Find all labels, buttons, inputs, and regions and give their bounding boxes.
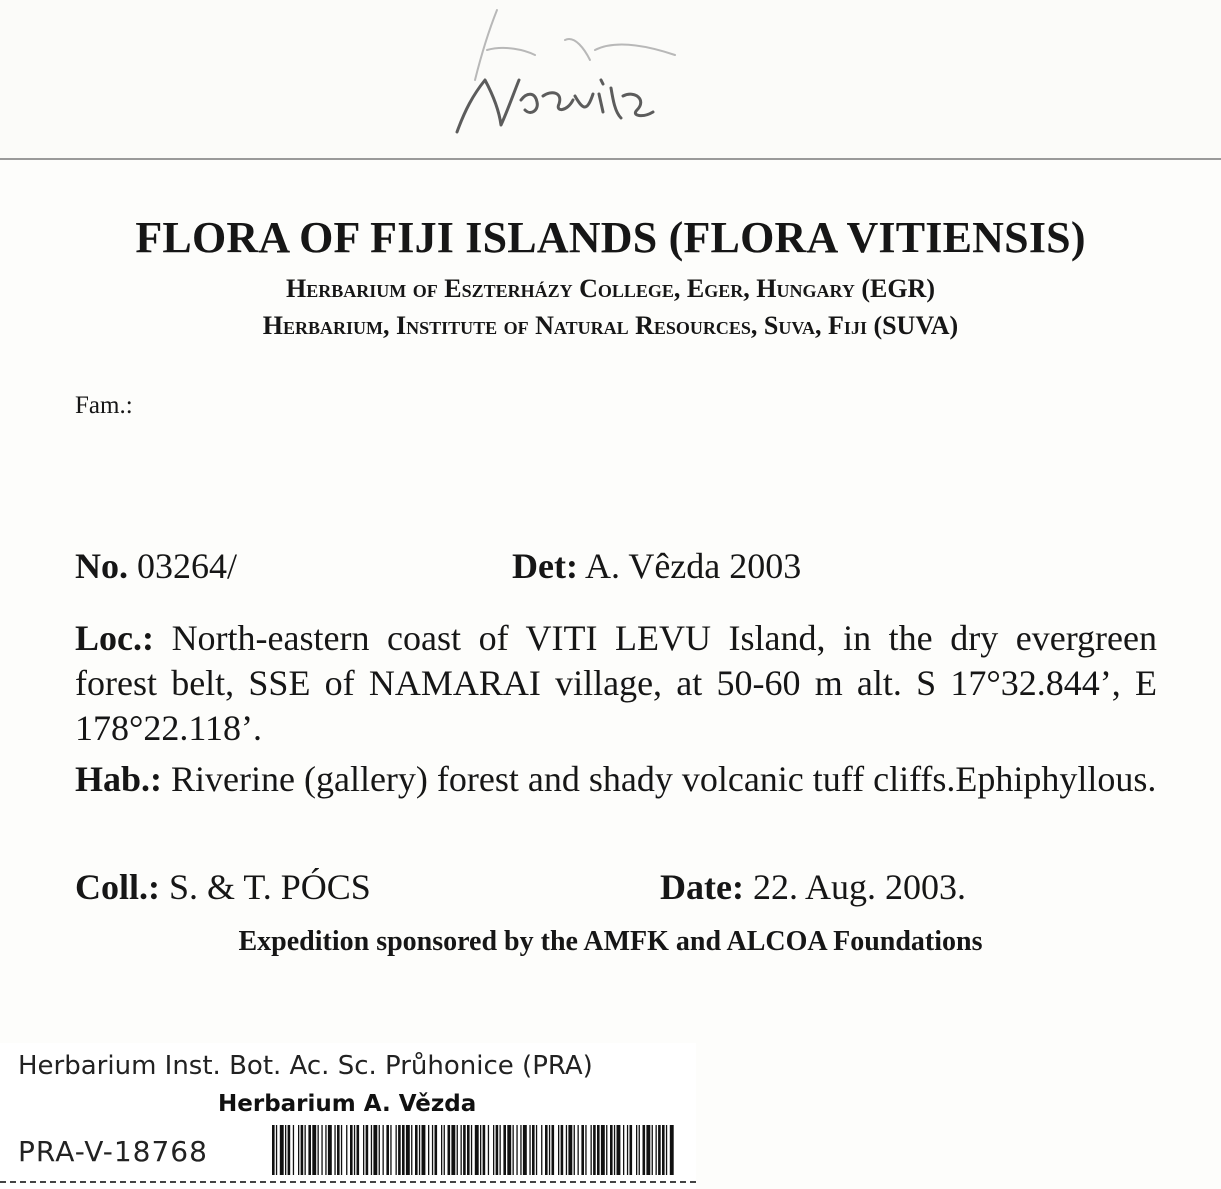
coll-value: S. & T. PÓCS <box>169 867 371 907</box>
number-field <box>75 545 237 587</box>
date-value: 22. Aug. 2003. <box>752 867 966 907</box>
herbarium-stamp <box>0 1043 696 1189</box>
family-field <box>75 392 133 420</box>
barcode <box>270 1125 690 1175</box>
handwritten-signature <box>415 0 715 150</box>
habitat-field <box>75 757 1157 802</box>
locality-field <box>75 616 1157 751</box>
number-value: 03264/ <box>137 546 238 586</box>
date-field <box>660 866 966 908</box>
stamp-institution: Herbarium Inst. Bot. Ac. Sc. Průhonice (PRA) <box>18 1051 593 1081</box>
loc-value: North-eastern coast of VITI LEVU Island, in the dry evergreen forest belt, SSE of NAMARAI village, at 50-60 m alt. S 17°32.844’, E 178°22.118’. <box>75 618 1158 748</box>
number-label: No. <box>75 546 128 586</box>
det-label: Det: <box>512 546 578 586</box>
det-value: A. Vêzda 2003 <box>584 546 802 586</box>
label-title: FLORA OF FIJI ISLANDS (FLORA VITIENSIS) <box>135 213 1086 262</box>
collector-field <box>75 866 371 908</box>
dashed-cut-line <box>0 1181 696 1183</box>
specimen-id: PRA-V-18768 <box>18 1135 208 1168</box>
determiner-field <box>512 545 801 587</box>
herbarium-line-1: Herbarium of Eszterházy College, Eger, Hungary (EGR) <box>286 274 935 303</box>
herbarium-line-2: Herbarium, Institute of Natural Resources, Suva, Fiji (SUVA) <box>262 311 959 340</box>
loc-label: Loc.: <box>75 618 154 658</box>
hab-label: Hab.: <box>75 759 163 799</box>
coll-label: Coll.: <box>75 867 160 907</box>
sponsor-note: Expedition sponsored by the AMFK and ALCOA Foundations <box>238 926 983 957</box>
hab-value: Riverine (gallery) forest and shady volcanic tuff cliffs.Ephiphyllous. <box>171 759 1157 799</box>
stamp-collection: Herbarium A. Vězda <box>218 1091 477 1117</box>
family-label: Fam.: <box>75 392 133 419</box>
fold-line <box>0 158 1221 160</box>
date-label: Date: <box>660 867 744 907</box>
